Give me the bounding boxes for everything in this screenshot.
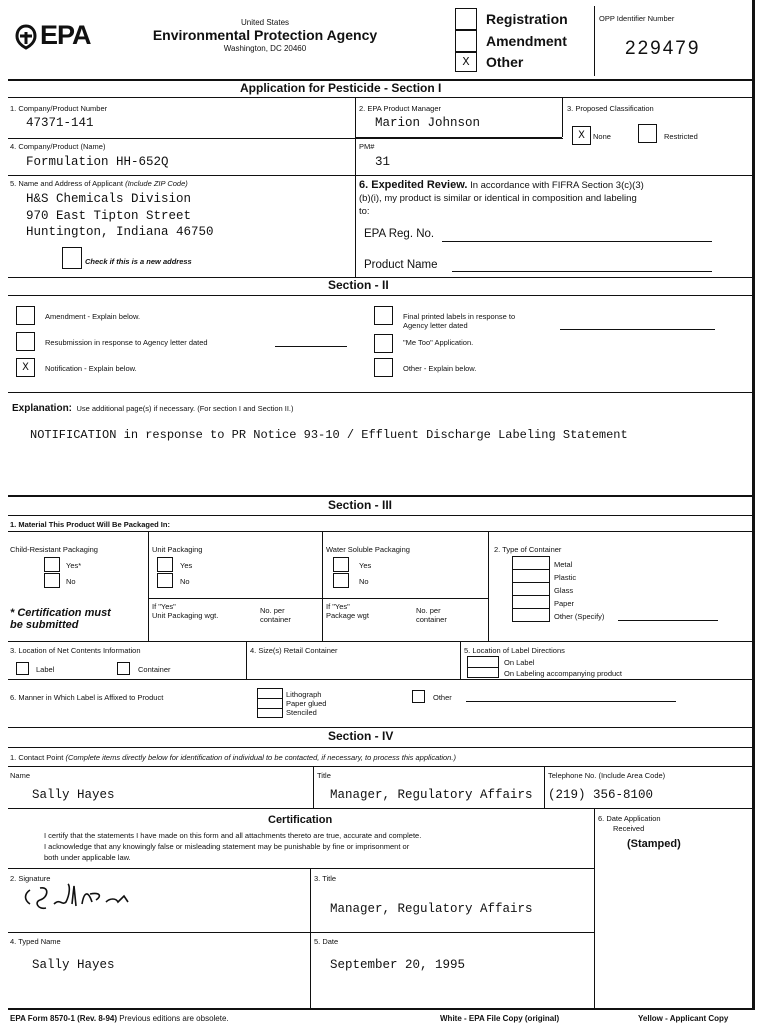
date-label: 5. Date xyxy=(314,937,339,946)
agency-name: Environmental Protection Agency xyxy=(152,27,378,43)
date-received-label: 6. Date Application Received xyxy=(598,814,661,833)
on-labeling-opt: On Labeling accompanying product xyxy=(504,669,622,678)
opt-amendment: Amendment xyxy=(486,33,567,49)
other-specify-input[interactable] xyxy=(618,620,718,621)
classification-none-checkbox[interactable]: X xyxy=(572,126,591,145)
retail-size-label: 4. Size(s) Retail Container xyxy=(250,646,338,655)
opp-label: OPP Identifier Number xyxy=(599,14,675,23)
resubmission-label: Resubmission in response to Agency letter dated xyxy=(45,338,208,347)
classification-none-label: None xyxy=(593,132,611,141)
net-label-checkbox[interactable] xyxy=(16,662,29,675)
water-soluble-label: Water Soluble Packaging xyxy=(326,545,410,554)
title2-label: 3. Title xyxy=(314,874,337,883)
f4-label: 4. Company/Product (Name) xyxy=(10,142,106,151)
address-line-2[interactable]: 970 East Tipton Street xyxy=(26,209,192,223)
type-container-label: 2. Type of Container xyxy=(494,545,562,554)
label-directions-label: 5. Location of Label Directions xyxy=(464,646,565,655)
up-yes-label: Yes xyxy=(180,561,193,570)
final-labels-date-input[interactable] xyxy=(560,329,715,330)
notification-checkbox[interactable]: X xyxy=(16,358,35,377)
epa-reg-input[interactable] xyxy=(442,241,712,242)
opp-divider xyxy=(594,6,595,76)
paper-label: Paper xyxy=(554,599,575,608)
opt-other: Other xyxy=(486,54,524,70)
amendment-checkbox-s2[interactable] xyxy=(16,306,35,325)
logo-text: EPA xyxy=(40,20,91,50)
final-labels-label: Final printed labels in response to Agency letter dated xyxy=(403,312,516,330)
name-label: Name xyxy=(10,771,31,780)
explanation-label: Explanation: xyxy=(12,403,73,414)
company-product-name[interactable]: Formulation HH-652Q xyxy=(26,155,169,169)
title2-value[interactable]: Manager, Regulatory Affairs xyxy=(330,902,533,916)
new-address-checkbox[interactable] xyxy=(62,247,82,269)
explanation-header: Explanation: Use additional page(s) if necessary. (For section I and Section II.) xyxy=(12,403,294,414)
section1-title: Application for Pesticide - Section I xyxy=(240,81,442,95)
net-container-opt: Container xyxy=(138,665,171,674)
pm-number[interactable]: 31 xyxy=(375,155,391,169)
me-too-label: "Me Too" Application. xyxy=(403,338,474,347)
new-address-label: Check if this is a new address xyxy=(85,257,192,266)
section3-title: Section - III xyxy=(328,498,393,512)
other-checkbox[interactable]: X xyxy=(455,52,477,72)
opt-registration: Registration xyxy=(486,11,568,27)
affix-other-label: Other xyxy=(433,693,452,702)
right-edge-line xyxy=(752,0,755,1010)
f5-label: 5. Name and Address of Applicant (Include ZIP Code) xyxy=(10,179,188,188)
metal-label: Metal xyxy=(554,560,573,569)
ws-yes-checkbox[interactable] xyxy=(333,557,349,572)
ws-no-per: No. per container xyxy=(416,606,447,624)
f3-label: 3. Proposed Classification xyxy=(567,104,654,113)
footer-white-copy: White - EPA File Copy (original) xyxy=(440,1014,560,1023)
opp-number: 229479 xyxy=(625,38,701,59)
contact-name[interactable]: Sally Hayes xyxy=(32,788,115,802)
container-type-checkboxes[interactable] xyxy=(512,556,550,622)
cert-title: Certification xyxy=(268,814,333,826)
phone-label: Telephone No. (Include Area Code) xyxy=(548,771,666,780)
ws-no-label: No xyxy=(359,577,369,586)
me-too-checkbox[interactable] xyxy=(374,334,393,353)
cr-no-label: No xyxy=(66,577,76,586)
up-yes-checkbox[interactable] xyxy=(157,557,173,572)
typed-name-value[interactable]: Sally Hayes xyxy=(32,958,115,972)
cert-text: I certify that the statements I have made on this form and all attachments thereto are true, accurate and complete. I acknowledge that any knowingly false or misleading statement may be punishable by fine or imprisonment or both under applicable law. xyxy=(44,831,422,862)
signature-image xyxy=(20,880,170,920)
unit-packaging-label: Unit Packaging xyxy=(152,545,203,554)
cert-note: * Certification must be submitted xyxy=(10,607,111,631)
f6-text: 6. Expedited Review. In accordance with FIFRA Section 3(c)(3) (b)(i), my product is similar or identical in composition and labeling to: xyxy=(359,179,644,217)
ws-yes-label: Yes xyxy=(359,561,372,570)
net-container-checkbox[interactable] xyxy=(117,662,130,675)
contact-title[interactable]: Manager, Regulatory Affairs xyxy=(330,788,533,802)
registration-checkbox[interactable] xyxy=(455,8,477,30)
cr-yes-label: Yes* xyxy=(66,561,82,570)
other-specify-label: Other (Specify) xyxy=(554,612,605,621)
amendment-label: Amendment - Explain below. xyxy=(45,312,141,321)
resubmission-date-input[interactable] xyxy=(275,346,347,347)
pm-label: PM# xyxy=(359,142,375,151)
classification-restricted-label: Restricted xyxy=(664,132,698,141)
stenciled-label: Stenciled xyxy=(286,708,317,717)
footer-form: EPA Form 8570-1 (Rev. 8-94) Previous editions are obsolete. xyxy=(10,1014,229,1023)
up-if-yes: If "Yes" Unit Packaging wgt. xyxy=(152,602,219,620)
affix-other-checkbox[interactable] xyxy=(412,690,425,703)
ws-no-checkbox[interactable] xyxy=(333,573,349,588)
other-s2-label: Other - Explain below. xyxy=(403,364,477,373)
up-no-label: No xyxy=(180,577,190,586)
epa-logo xyxy=(14,22,100,52)
up-no-checkbox[interactable] xyxy=(157,573,173,588)
affix-method-checkboxes[interactable] xyxy=(257,688,283,718)
product-manager[interactable]: Marion Johnson xyxy=(375,116,481,130)
address-line-1[interactable]: H&S Chemicals Division xyxy=(26,192,192,206)
agency-top: United States xyxy=(240,18,290,27)
address-line-3[interactable]: Huntington, Indiana 46750 xyxy=(26,225,214,239)
f6-title: 6. Expedited Review. xyxy=(359,179,468,191)
epa-flower-icon xyxy=(14,24,38,50)
explanation-text[interactable]: NOTIFICATION in response to PR Notice 93-10 / Effluent Discharge Labeling Statement xyxy=(30,428,628,442)
contact-label: 1. Contact Point (Complete items directly below for identification of individual to be contacted, if necessary, to process this application.) xyxy=(10,753,456,762)
f2-label: 2. EPA Product Manager xyxy=(359,104,441,113)
final-labels-checkbox[interactable] xyxy=(374,306,393,325)
stamped-label: (Stamped) xyxy=(627,838,681,850)
net-label-opt: Label xyxy=(36,665,55,674)
lithograph-label: Lithograph xyxy=(286,690,322,699)
notification-label: Notification - Explain below. xyxy=(45,364,137,373)
footer-yellow-copy: Yellow - Applicant Copy xyxy=(638,1014,729,1023)
amendment-checkbox[interactable] xyxy=(455,30,477,52)
cr-no-checkbox[interactable] xyxy=(44,573,60,588)
cr-yes-checkbox[interactable] xyxy=(44,557,60,572)
section4-title: Section - IV xyxy=(328,729,394,743)
up-no-per: No. per container xyxy=(260,606,291,624)
s3-f1-label: 1. Material This Product Will Be Packaged In: xyxy=(10,520,170,529)
agency-city: Washington, DC 20460 xyxy=(223,44,307,53)
classification-restricted-checkbox[interactable] xyxy=(638,124,657,143)
child-resistant-label: Child-Resistant Packaging xyxy=(10,545,98,554)
title-label: Title xyxy=(317,771,331,780)
epa-reg-label: EPA Reg. No. xyxy=(364,228,435,240)
typed-name-label: 4. Typed Name xyxy=(10,937,61,946)
resubmission-checkbox[interactable] xyxy=(16,332,35,351)
product-name-input[interactable] xyxy=(452,271,712,272)
net-contents-label: 3. Location of Net Contents Information xyxy=(10,646,141,655)
plastic-label: Plastic xyxy=(554,573,577,582)
f1-label: 1. Company/Product Number xyxy=(10,104,108,113)
paper-glued-label: Paper glued xyxy=(286,699,327,708)
section2-title: Section - II xyxy=(328,278,389,292)
ws-if-yes: If "Yes" Package wgt xyxy=(326,602,369,620)
other-s2-checkbox[interactable] xyxy=(374,358,393,377)
company-product-number[interactable]: 47371-141 xyxy=(26,116,94,130)
contact-phone[interactable]: (219) 356-8100 xyxy=(548,788,654,802)
on-label-opt: On Label xyxy=(504,658,535,667)
affix-other-input[interactable] xyxy=(466,701,676,702)
manner-label: 6. Manner in Which Label is Affixed to Product xyxy=(10,693,164,702)
signature-label: 2. Signature xyxy=(10,874,51,883)
product-name-label: Product Name xyxy=(364,259,438,271)
glass-label: Glass xyxy=(554,586,574,595)
date-value[interactable]: September 20, 1995 xyxy=(330,958,466,972)
